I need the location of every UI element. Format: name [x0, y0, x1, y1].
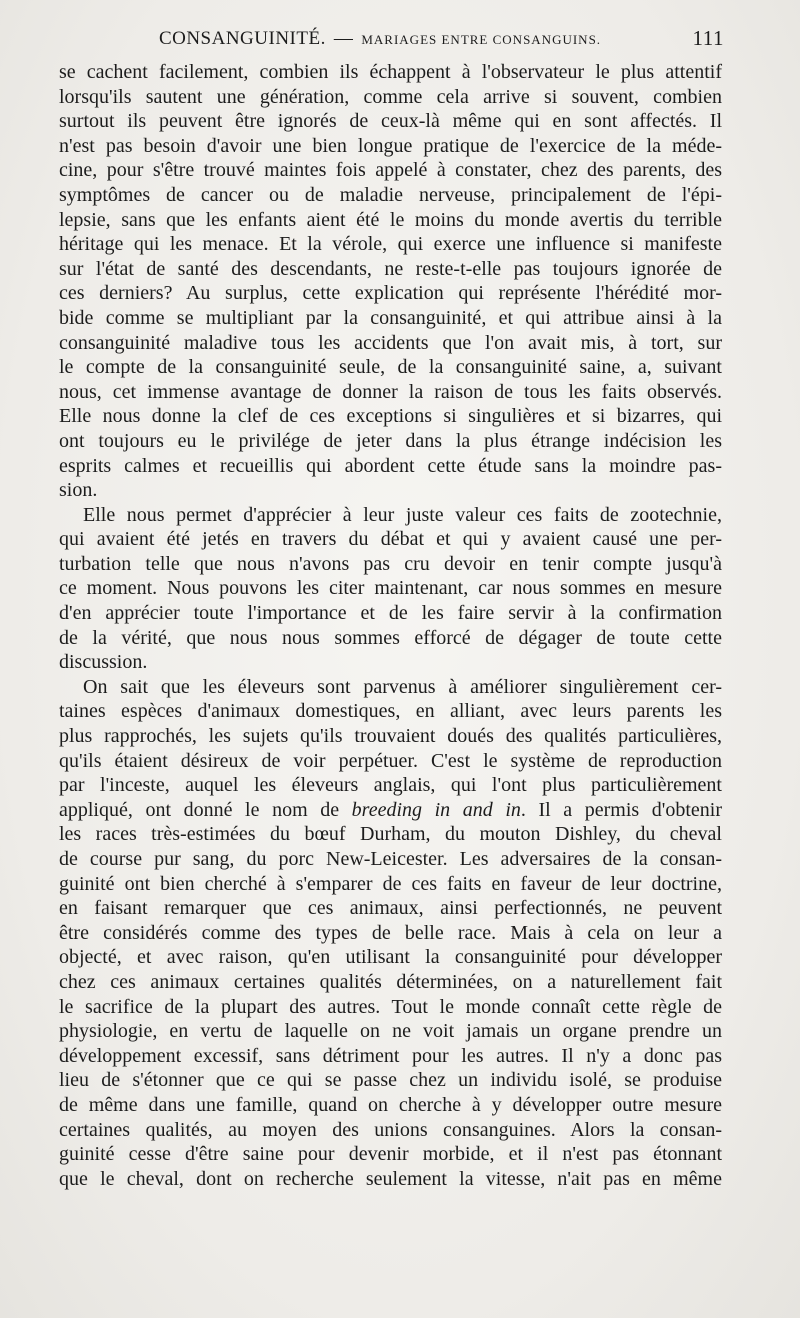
text-line: On sait que les éleveurs sont parvenus à améliorer singulièrement cer-	[83, 675, 722, 698]
text-line: lieu de s'étonner que ce qui se passe chez un individu isolé, se produise	[59, 1069, 722, 1092]
text-line: chez ces animaux certaines qualités déterminées, on a naturellement fait	[59, 970, 722, 993]
page-number: 111	[692, 26, 724, 50]
text-line: Elle nous permet d'apprécier à leur juste valeur ces faits de zootechnie,	[83, 503, 722, 526]
italic-term: breeding in and in	[351, 798, 521, 821]
text-line: que le cheval, dont on recherche seulement la vitesse, n'ait pas en même	[59, 1167, 722, 1190]
text-line: en faisant remarquer que ces animaux, ainsi perfectionnés, ne peuvent	[59, 897, 722, 920]
text-line: objecté, et avec raison, qu'en utilisant la consanguinité pour développer	[59, 946, 722, 969]
text-line: bide comme se multipliant par la consanguinité, et qui attribue ainsi à la	[59, 306, 722, 329]
text-line: d'en apprécier toute l'importance et de les faire servir à la confirmation	[59, 602, 722, 625]
text-line: ce moment. Nous pouvons les citer maintenant, car nous sommes en mesure	[59, 577, 722, 600]
running-head-main: CONSANGUINITÉ.	[158, 28, 326, 49]
text-line: de la vérité, que nous nous sommes efforcé de dégager de toute cette	[59, 626, 722, 649]
text-line: qui avaient été jetés en travers du débat et qui y avaient causé une per-	[59, 528, 722, 551]
text-line: le compte de la consanguinité seule, de la consanguinité saine, a, suivant	[59, 356, 722, 379]
text-line: lepsie, sans que les enfants aient été le moins du monde avertis du terrible	[59, 208, 722, 231]
text-line: esprits calmes et recueillis qui abordent cette étude sans la moindre pas-	[59, 454, 722, 477]
text-line: le sacrifice de la plupart des autres. Tout le monde connaît cette règle de	[59, 995, 722, 1018]
text-line: n'est pas besoin d'avoir une bien longue pratique de l'exercice de la méde-	[59, 134, 722, 157]
text-line: guinité ont bien cherché à s'emparer de ces faits en faveur de leur doctrine,	[59, 872, 722, 895]
text-line: discussion.	[59, 651, 148, 674]
text-line: physiologie, en vertu de laquelle on ne voit jamais un organe prendre un	[59, 1020, 722, 1043]
text-line: nous, cet immense avantage de donner la raison de tous les faits observés.	[59, 380, 722, 403]
text-line: qu'ils étaient désireux de voir perpétuer. C'est le système de reproduction	[59, 749, 722, 772]
text-line: consanguinité maladive tous les accidents que l'on avait mis, à tort, sur	[59, 331, 722, 354]
text-line: guinité cesse d'être saine pour devenir morbide, et il n'est pas étonnant	[59, 1143, 722, 1166]
text-line: de course pur sang, du porc New-Leicester. Les adversaires de la consan-	[59, 848, 722, 870]
text-line: sur l'état de santé des descendants, ne reste-t-elle pas toujours ignorée de	[59, 257, 722, 280]
text-line: héritage qui les menace. Et la vérole, qui exerce une influence si manifeste	[59, 233, 722, 256]
text-line: sion.	[59, 479, 98, 502]
running-head-subtitle: MARIAGES ENTRE CONSANGUINS.	[361, 32, 602, 47]
text-line: Elle nous donne la clef de ces exceptions si singulières et si bizarres, qui	[59, 405, 722, 428]
text-line: développement excessif, sans détriment pour les autres. Il n'y a donc pas	[59, 1044, 722, 1067]
running-head-dash: —	[333, 28, 354, 49]
text-line: ces derniers? Au surplus, cette explication qui représente l'hérédité mor-	[59, 282, 722, 305]
running-head-title	[60, 28, 700, 50]
text-line: les races très-estimées du bœuf Durham, du mouton Dishley, du cheval	[59, 823, 722, 846]
text-line: taines espèces d'animaux domestiques, en alliant, avec leurs parents les	[59, 700, 722, 723]
text-line: être considérés comme des types de belle race. Mais à cela on leur a	[59, 921, 722, 944]
text-line: appliqué, ont donné le nom de breeding in and in. Il a permis d'obtenir	[59, 798, 723, 821]
text-line: de même dans une famille, quand on cherche à y développer outre mesure	[59, 1093, 722, 1116]
text-line: se cachent facilement, combien ils échappent à l'observateur le plus attentif	[59, 61, 722, 83]
body-text	[59, 60, 722, 1191]
text-line: symptômes de cancer ou de maladie nerveuse, principalement de l'épi-	[59, 183, 722, 206]
text-line: plus rapprochés, les sujets qu'ils trouvaient doués des qualités particulières,	[59, 725, 722, 748]
paragraph	[59, 60, 722, 503]
text-line: par l'inceste, auquel les éleveurs anglais, qui l'ont plus particulièrement	[59, 774, 722, 797]
text-line: ont toujours eu le privilége de jeter dans la plus étrange indécision les	[59, 429, 722, 452]
running-head	[60, 26, 724, 56]
text-line: surtout ils peuvent être ignorés de ceux-là même qui en sont affectés. Il	[59, 110, 722, 133]
text-line: cine, pour s'être trouvé maintes fois appelé à constater, chez des parents, des	[59, 159, 722, 182]
text-line: lorsqu'ils sautent une génération, comme cela arrive si souvent, combien	[59, 85, 722, 108]
paragraph	[59, 503, 722, 675]
text-line: certaines qualités, au moyen des unions consanguines. Alors la consan-	[59, 1118, 722, 1141]
paragraph	[59, 675, 722, 1191]
text-line: turbation telle que nous n'avons pas cru devoir en tenir compte jusqu'à	[59, 552, 722, 575]
